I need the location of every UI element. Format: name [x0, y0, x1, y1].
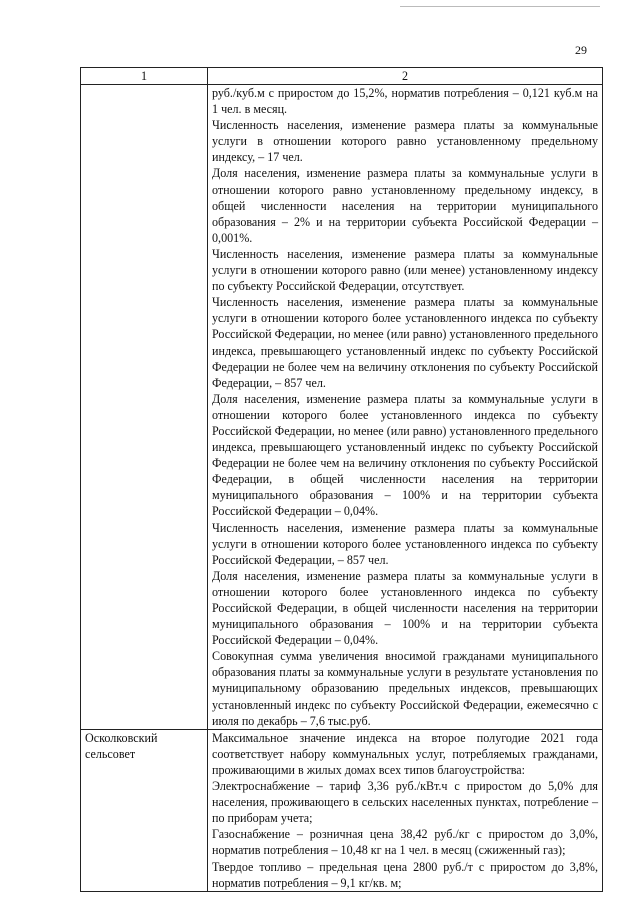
- municipality-cell: [81, 85, 208, 730]
- paragraph: Совокупная сумма увеличения вносимой гражданами муниципального образования платы за коммунальные услуги в результате установления по муниципальному образованию предельных индексов, превышающих установленный индекс по субъекту Российской Федерации, ежемесячно с июля по декабрь – 7,6 тыс.руб.: [212, 649, 598, 728]
- paragraph: Доля населения, изменение размера платы за коммунальные услуги в отношении которого более установленного индекса по субъекту Российской Федерации, в общей численности населения на территории муниципального образования – 100% и на территории субъекта Российской Федерации – 0,04%.: [212, 568, 598, 648]
- paragraph: Численность населения, изменение размера платы за коммунальные услуги в отношении которого равно установленному предельному индексу, – 17 чел.: [212, 118, 598, 165]
- column-header-1: 1: [81, 68, 208, 85]
- paragraph: Электроснабжение – тариф 3,36 руб./кВт.ч с приростом до 5,0% для населения, проживающего в сельских населенных пунктах, потребление – по приборам учета;: [212, 779, 598, 826]
- municipality-name-line: сельсовет: [85, 746, 136, 761]
- paragraph: Численность населения, изменение размера платы за коммунальные услуги в отношении которого более установленного индекса по субъекту Российской Федерации, – 857 чел.: [212, 520, 598, 567]
- description-cell: [208, 85, 603, 730]
- page-number: 29: [575, 43, 587, 57]
- table-row: [81, 85, 603, 730]
- paragraph: Численность населения, изменение размера платы за коммунальные услуги в отношении которого более установленного индекса по субъекту Российской Федерации, но менее (или равно) установленного предельного индекса, превышающего установленный индекс по субъекту Российской Федерации не более чем на величину отклонения по субъекту Российской Федерации, – 857 чел.: [212, 295, 598, 390]
- paragraph: Доля населения, изменение размера платы за коммунальные услуги в отношении которого равно установленному предельному индексу, в общей численности населения на территории муниципального образования – 2% и на территории субъекта Российской Федерации – 0,001%.: [212, 166, 598, 245]
- paragraph: Численность населения, изменение размера платы за коммунальные услуги в отношении которого равно (или менее) установленному индексу по субъекту Российской Федерации, отсутствует.: [212, 246, 598, 294]
- paragraph: Доля населения, изменение размера платы за коммунальные услуги в отношении которого более установленного индекса по субъекту Российской Федерации, но менее (или равно) установленного предельного индекса, превышающего установленный индекс по субъекту Российской Федерации не более чем на величину отклонения по субъекту Российской Федерации, в общей численности населения на территории муниципального образования – 100% и на территории субъекта Российской Федерации – 0,04%.: [212, 391, 598, 519]
- municipality-name-line: Осколковский: [85, 730, 158, 745]
- paragraph: Максимальное значение индекса на второе полугодие 2021 года соответствует набору коммунальных услуг, потребляемых гражданами, проживающими в жилых домах всех типов благоустройства:: [212, 730, 598, 777]
- document-table: [80, 67, 603, 892]
- column-header-2: 2: [208, 68, 603, 85]
- paragraph: Твердое топливо – предельная цена 2800 руб./т с приростом до 3,8%, норматив потребления – 9,1 кг/кв. м;: [212, 859, 598, 890]
- table-row: [81, 729, 603, 891]
- description-cell: [208, 729, 603, 891]
- paragraph: Газоснабжение – розничная цена 38,42 руб./кг с приростом до 3,0%, норматив потребления – 10,48 кг на 1 чел. в месяц (сжиженный газ);: [212, 827, 598, 858]
- table-header-row: [81, 68, 603, 85]
- paragraph: руб./куб.м с приростом до 15,2%, норматив потребления – 0,121 куб.м на 1 чел. в месяц.: [212, 86, 598, 117]
- municipality-cell: [81, 729, 208, 891]
- top-rule: [400, 6, 600, 7]
